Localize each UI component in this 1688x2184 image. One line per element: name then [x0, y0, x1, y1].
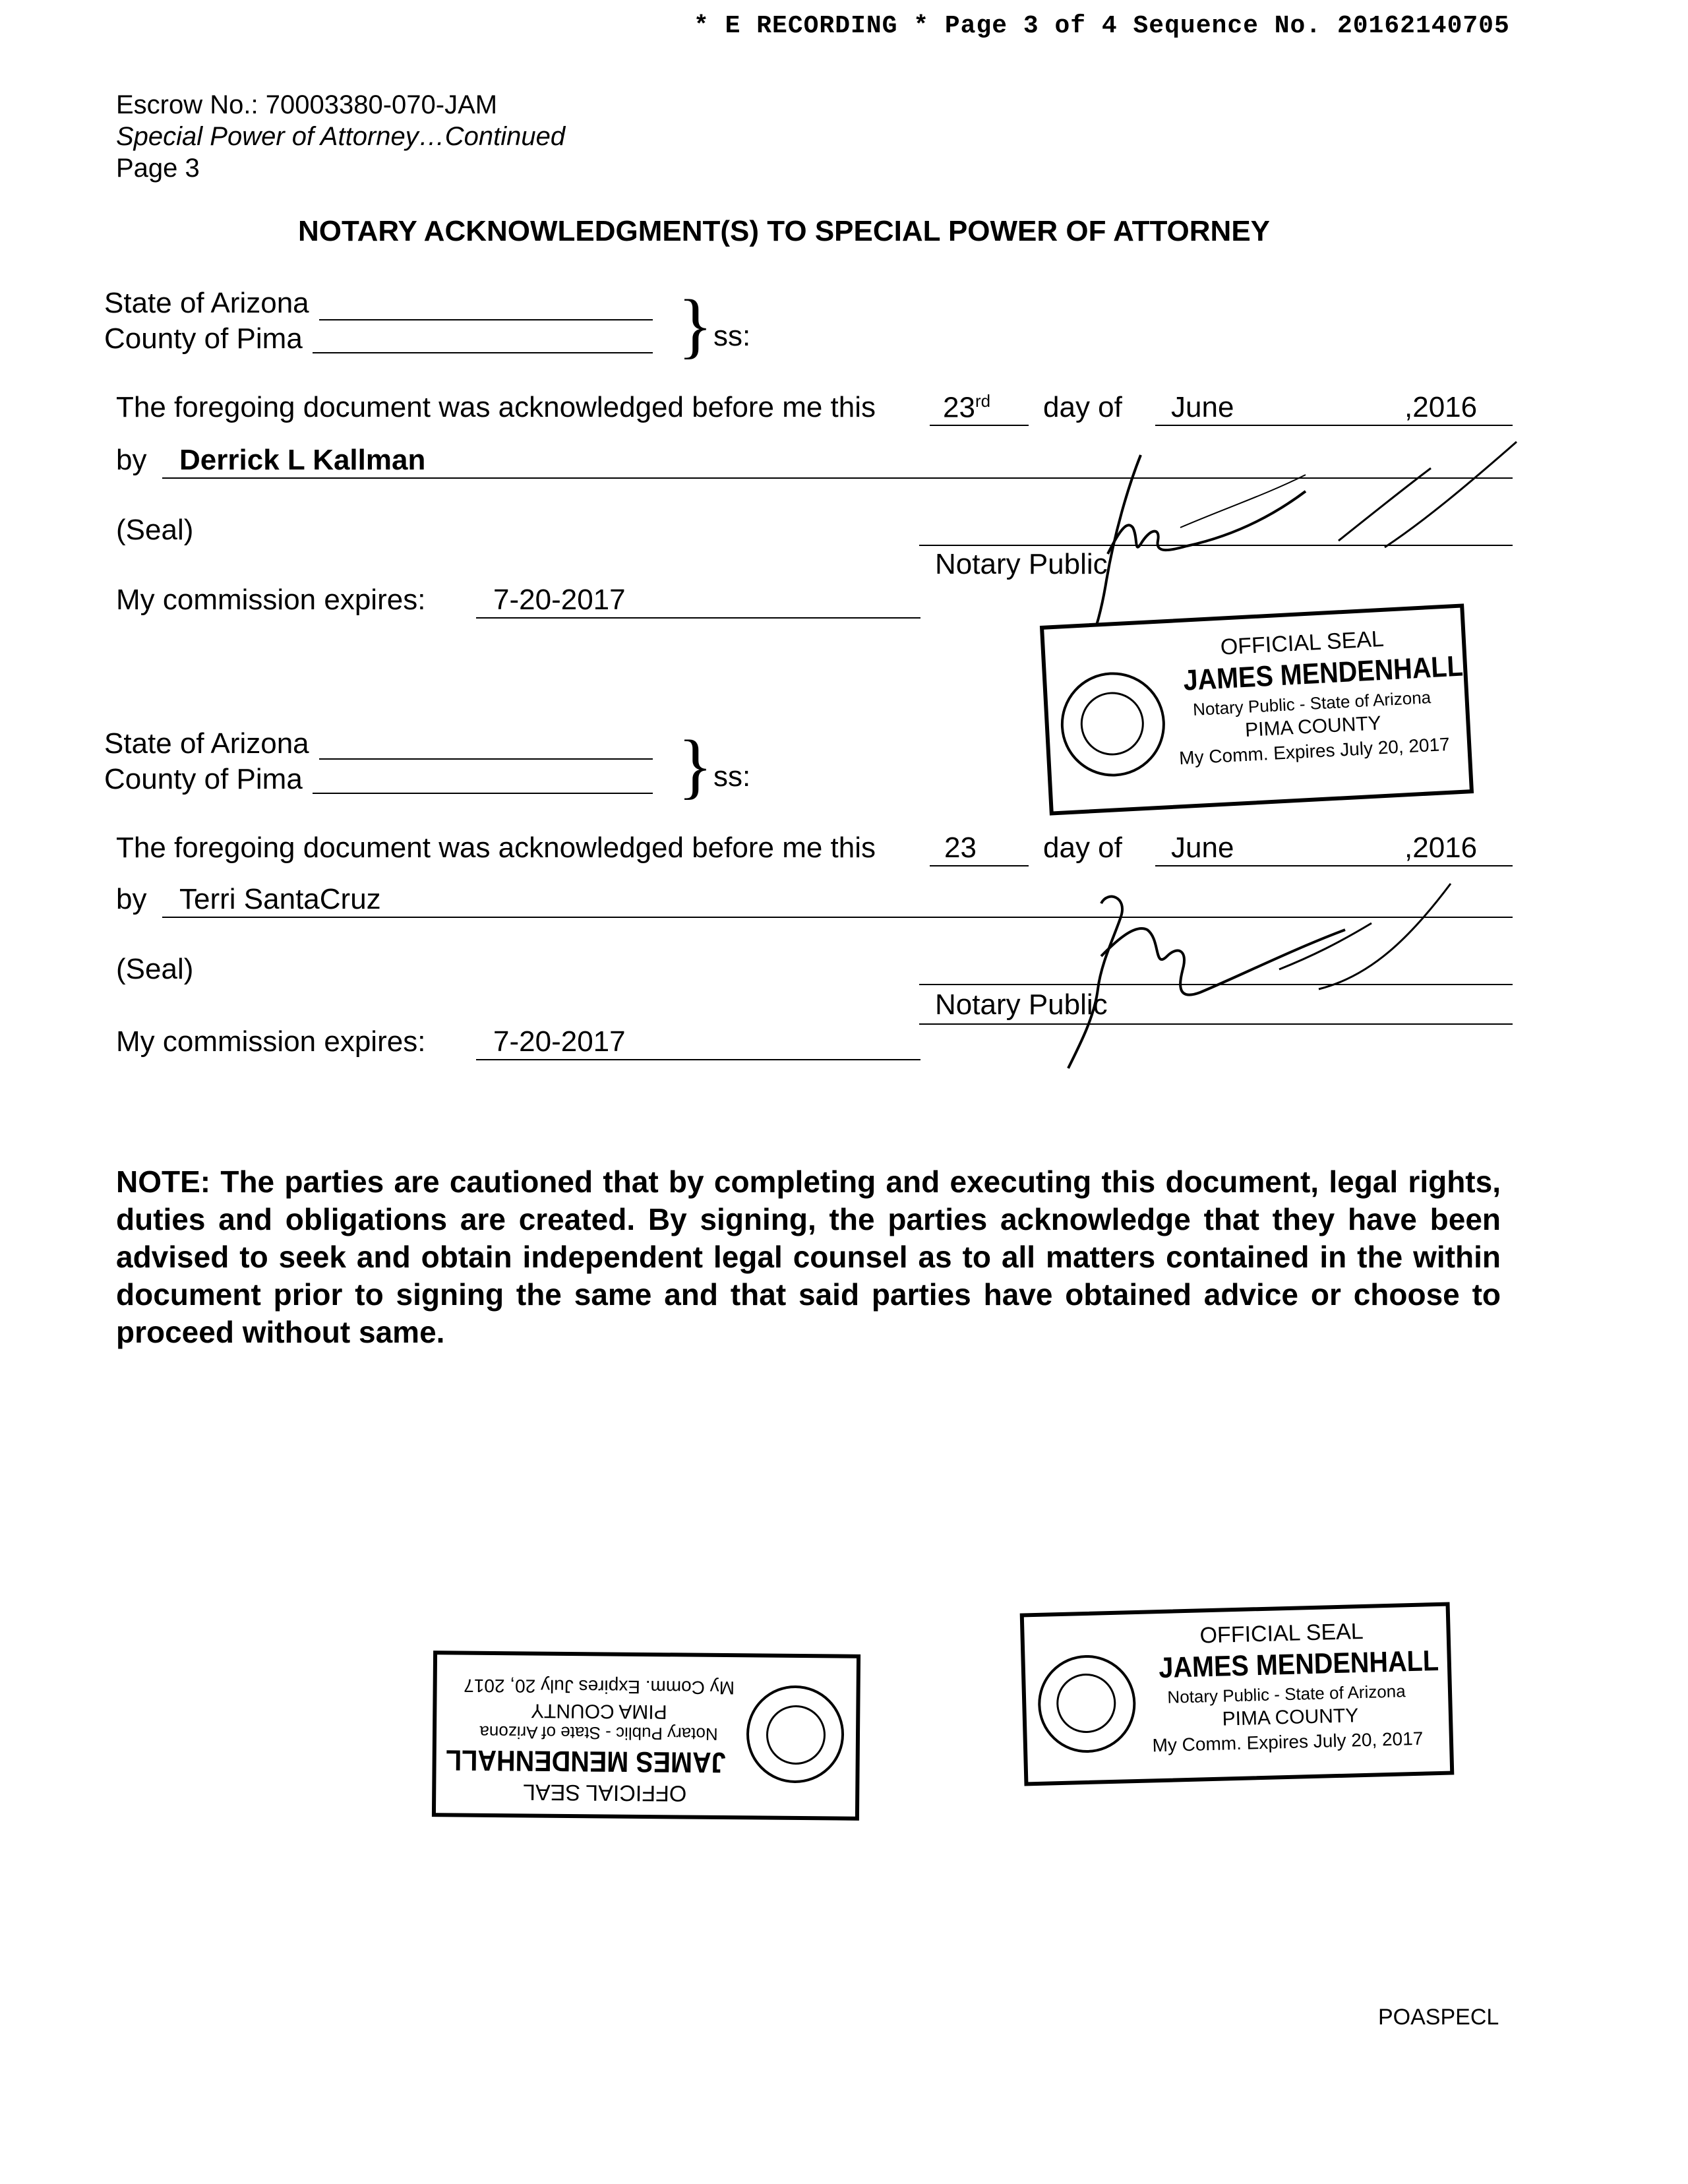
- commission-label: My commission expires:: [116, 584, 426, 616]
- ss-label: ss:: [713, 320, 751, 352]
- notary-public-label: Notary Public: [935, 988, 1108, 1021]
- seal-label: (Seal): [116, 953, 194, 985]
- continued-label: Special Power of Attorney…Continued: [116, 122, 566, 151]
- commission-date: 7-20-2017: [493, 1025, 626, 1058]
- day-value: 23rd: [943, 391, 991, 424]
- brace: }: [678, 285, 713, 365]
- county-label: County of Pima: [104, 763, 303, 795]
- state-label: State of Arizona: [104, 727, 309, 760]
- month-value: June: [1171, 832, 1234, 864]
- commission-date: 7-20-2017: [493, 584, 626, 616]
- month-value: June: [1171, 391, 1234, 423]
- day-value: 23: [944, 832, 977, 864]
- county-label: County of Pima: [104, 322, 303, 355]
- escrow-number: Escrow No.: 70003380-070-JAM: [116, 90, 498, 119]
- commission-label: My commission expires:: [116, 1025, 426, 1058]
- official-seal-stamp-inverted: OFFICIAL SEAL JAMES MENDENHALL Notary Public - State of Arizona PIMA COUNTY My Comm. Expires July 20, 2017: [432, 1651, 860, 1821]
- notary-signature: [1002, 857, 1503, 1081]
- official-seal-stamp: OFFICIAL SEAL JAMES MENDENHALL Notary Public - State of Arizona PIMA COUNTY My Comm. Expires July 20, 2017: [1040, 603, 1474, 815]
- acknowledgment-sentence: The foregoing document was acknowledged before me this: [116, 391, 876, 423]
- by-label: by: [116, 883, 147, 915]
- day-of-label: day of: [1043, 391, 1122, 423]
- page-label: Page 3: [116, 154, 200, 183]
- signer-name: Terri SantaCruz: [179, 883, 381, 915]
- recording-header: * E RECORDING * Page 3 of 4 Sequence No. 20162140705: [694, 12, 1510, 40]
- notary-public-label: Notary Public: [935, 548, 1108, 580]
- signer-name: Derrick L Kallman: [179, 444, 426, 476]
- by-label: by: [116, 444, 147, 476]
- seal-label: (Seal): [116, 514, 194, 546]
- form-code: POASPECL: [1378, 2005, 1499, 2030]
- page-title: NOTARY ACKNOWLEDGMENT(S) TO SPECIAL POWER OF ATTORNEY: [298, 215, 1271, 247]
- ss-label: ss:: [713, 760, 751, 793]
- official-seal-stamp-lower: OFFICIAL SEAL JAMES MENDENHALL Notary Public - State of Arizona PIMA COUNTY My Comm. Expires July 20, 2017: [1020, 1602, 1455, 1786]
- state-label: State of Arizona: [104, 287, 309, 319]
- year-value: ,2016: [1404, 832, 1478, 864]
- day-of-label: day of: [1043, 832, 1122, 864]
- acknowledgment-sentence: The foregoing document was acknowledged before me this: [116, 832, 876, 864]
- legal-note: NOTE: The parties are cautioned that by completing and executing this document, legal rights, duties and obligations are created. By signing, the parties acknowledge that they have been advised to seek and obtain independent legal counsel as to all matters contained in the within document prior to signing the same and that said parties have obtained advice or choose to proceed without same.: [116, 1165, 1501, 1349]
- brace: }: [678, 725, 713, 806]
- year-value: ,2016: [1404, 391, 1478, 423]
